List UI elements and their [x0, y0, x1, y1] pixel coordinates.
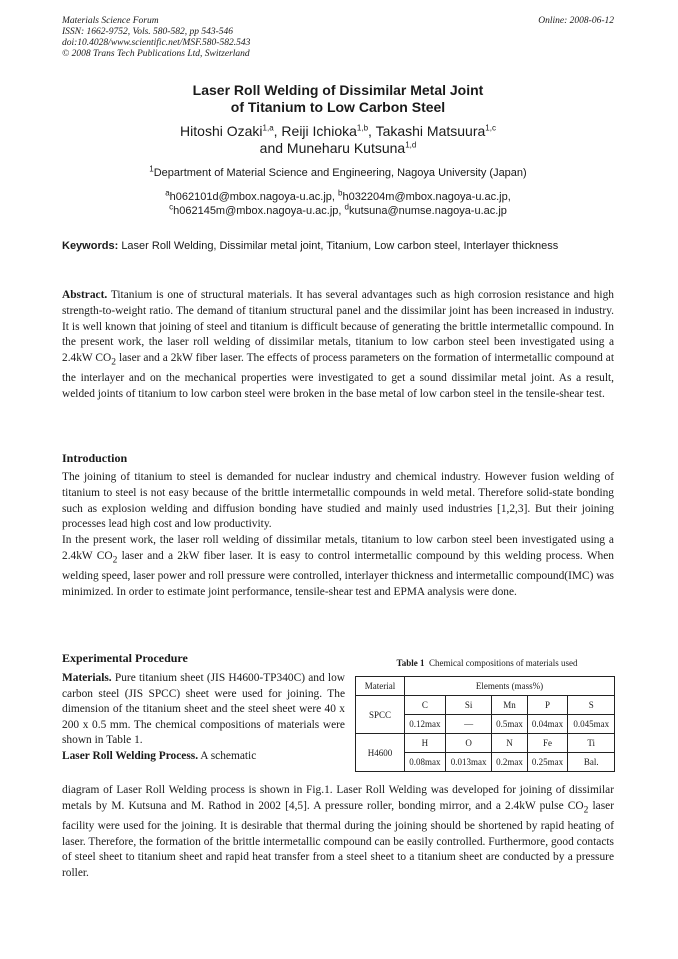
table-cell: Mn	[492, 696, 527, 715]
email-link[interactable]: h062101d@mbox.nagoya-u.ac.jp,	[169, 191, 335, 203]
table-cell: Si	[445, 696, 492, 715]
email-link[interactable]: h062145m@mbox.nagoya-u.ac.jp,	[173, 205, 342, 217]
materials-label: Materials.	[62, 672, 112, 684]
materials-text: Pure titanium sheet (JIS H4600-TP340C) and low carbon steel (JIS SPCC) sheet were used for joining. The dimension of the titanium sheet and the steel sheet were 40 x 200 x 0.5 mm. The chemical compositions of materials were shown in Table 1.	[62, 672, 345, 747]
introduction-paragraph	[62, 470, 614, 601]
abstract	[62, 288, 614, 403]
table-label: Table 1	[396, 658, 425, 668]
abstract-text-2: laser and a 2kW fiber laser. The effects of process parameters on the formation of intermetallic compound at the interlayer and on the mechanical properties were investigated to get a sound dissimilar metal joint. As a result, welded joints of titanium to low carbon steel were broken in the base metal of low carbon steel in the tensile-shear test.	[62, 352, 614, 401]
email-sup: a	[165, 188, 170, 198]
table-cell: Fe	[527, 734, 568, 753]
table-cell: 0.2max	[492, 753, 527, 772]
paper-title	[62, 82, 614, 116]
author-name: Takashi Matsuura	[375, 123, 486, 139]
table-row	[356, 696, 615, 715]
author-sup: 1,a	[262, 123, 274, 133]
table-cell: S	[568, 696, 615, 715]
issn: ISSN: 1662-9752, Vols. 580-582, pp 543-546	[62, 27, 233, 37]
affiliation-sup: 1	[149, 164, 154, 174]
intro-p2a: In the present work, the laser roll welding of dissimilar metals, titanium to low carbon steel been investigated using a 2.4kW CO	[62, 534, 614, 562]
abstract-sub: 2	[111, 357, 116, 368]
table-cell: N	[492, 734, 527, 753]
author-sup: 1,b	[356, 123, 369, 133]
title-line-2: of Titanium to Low Carbon Steel	[230, 99, 446, 115]
process-paragraph	[62, 783, 614, 882]
process-text-col: A schematic	[200, 749, 257, 762]
table-header-row	[356, 677, 615, 696]
affiliation	[62, 166, 614, 180]
email-link[interactable]: h032204m@mbox.nagoya-u.ac.jp,	[342, 191, 511, 203]
keywords-text: Laser Roll Welding, Dissimilar metal joint, Titanium, Low carbon steel, Interlayer thickness	[121, 240, 559, 252]
table-caption-text: Chemical compositions of materials used	[428, 658, 578, 668]
experimental-heading: Experimental Procedure	[62, 651, 188, 665]
table-cell: H	[405, 734, 446, 753]
abstract-label: Abstract.	[62, 289, 108, 301]
email-sup: c	[169, 202, 174, 212]
author-sup: 1,d	[405, 140, 417, 150]
intro-p2b: laser and a 2kW fiber laser. It is easy to control intermetallic compound by this welding process. When welding speed, laser power and roll pressure were controlled, interlayer thickness and intermetallic compound(IMC) was minimized. In order to estimate joint performance, tensile-shear test and EPMA analysis were done.	[62, 549, 614, 598]
copyright: © 2008 Trans Tech Publications Ltd, Switzerland	[62, 49, 250, 59]
table-cell: Bal.	[568, 753, 615, 772]
table-cell: P	[527, 696, 568, 715]
introduction-heading: Introduction	[62, 451, 128, 465]
table-cell: 0.08max	[405, 753, 446, 772]
table-cell: 0.04max	[527, 715, 568, 734]
process-label: Laser Roll Welding Process.	[62, 749, 199, 762]
email-link[interactable]: kutsuna@numse.nagoya-u.ac.jp	[348, 205, 507, 217]
doi: doi:10.4028/www.scientific.net/MSF.580-582.543	[62, 38, 251, 48]
materials-paragraph	[62, 671, 345, 765]
table-cell: O	[445, 734, 492, 753]
intro-sub: 2	[112, 555, 118, 566]
intro-p1: The joining of titanium to steel is demanded for nuclear industry and chemical industry. However fusion welding of titanium to steel is not easy because of the brittle intermetallic compounds in weld metal. Therefore solid-state bonding such as explosion welding and diffusion bonding have studied and mainly used industries [1,2,3]. But their joining processes lead high cost and low productivity.	[62, 471, 614, 531]
table-row	[356, 734, 615, 753]
table-cell: 0.25max	[527, 753, 568, 772]
author-name: Reiji Ichioka	[281, 123, 357, 139]
process-text-2: laser facility were used for the joining. It is desirable that thermal during the joining should be shortened by rapid heating of laser. Therefore, the formation of the brittle intermetallic compound can be easily controlled. Furthermore, good contacts of steel sheet to titanium sheet and rapid heat transfer from a steel sheet to a titanium sheet are conducted by a pressure roller.	[62, 799, 614, 880]
online-date: Online: 2008-06-12	[538, 16, 614, 26]
table-header-cell: Material	[356, 677, 405, 696]
process-sub: 2	[583, 805, 589, 816]
table-cell: 0.045max	[568, 715, 615, 734]
email-sup: d	[344, 202, 349, 212]
process-text-1: diagram of Laser Roll Welding process is shown in Fig.1. Laser Roll Welding was developed for joining of dissimilar metals by M. Kutsuna and M. Rathod in 2002 [4,5]. A pressure roller, bonding mirror, and a 2.4kW pulse CO	[62, 784, 614, 812]
author-list: Hitoshi Ozaki$^{1,a}$, Reiji Ichioka$^{1,b}$, Takashi Matsuura$^{1,c}$ and Muneharu Kutsuna$^{1,d}$	[180, 123, 496, 156]
table-cell: 0.12max	[405, 715, 446, 734]
journal-name: Materials Science Forum	[62, 16, 159, 26]
table-cell: —	[445, 715, 492, 734]
keywords-label: Keywords:	[62, 240, 119, 252]
table-cell: Ti	[568, 734, 615, 753]
chemical-composition-table	[355, 676, 615, 772]
table-cell: C	[405, 696, 446, 715]
author-name: Hitoshi Ozaki	[180, 123, 263, 139]
affiliation-text: Department of Material Science and Engineering, Nagoya University (Japan)	[153, 167, 527, 179]
title-line-1: Laser Roll Welding of Dissimilar Metal Joint	[192, 82, 484, 98]
keywords	[62, 239, 614, 253]
table-caption	[360, 658, 614, 669]
table-header-cell: Elements (mass%)	[405, 677, 615, 696]
table-cell-material: SPCC	[356, 696, 405, 734]
table-cell: 0.5max	[492, 715, 527, 734]
author-name: and Muneharu Kutsuna	[259, 140, 406, 156]
table-cell-material: H4600	[356, 734, 405, 772]
table-cell: 0.013max	[445, 753, 492, 772]
author-sup: 1,c	[485, 123, 496, 133]
email-sup: b	[338, 188, 343, 198]
author-emails	[62, 190, 614, 218]
journal-header	[62, 16, 614, 60]
abstract-text-1: Titanium is one of structural materials. It has several advantages such as high corrosion resistance and high strength-to-weight ratio. The demand of titanium structural panel and the dissimilar joint has been increased in industry. It is well known that joining of steel and titanium is difficult because of generating the brittle intermetallic compound. In the present work, the laser roll welding of dissimilar metals, titanium to low carbon steel been investigated using a 2.4kW CO	[62, 289, 614, 365]
